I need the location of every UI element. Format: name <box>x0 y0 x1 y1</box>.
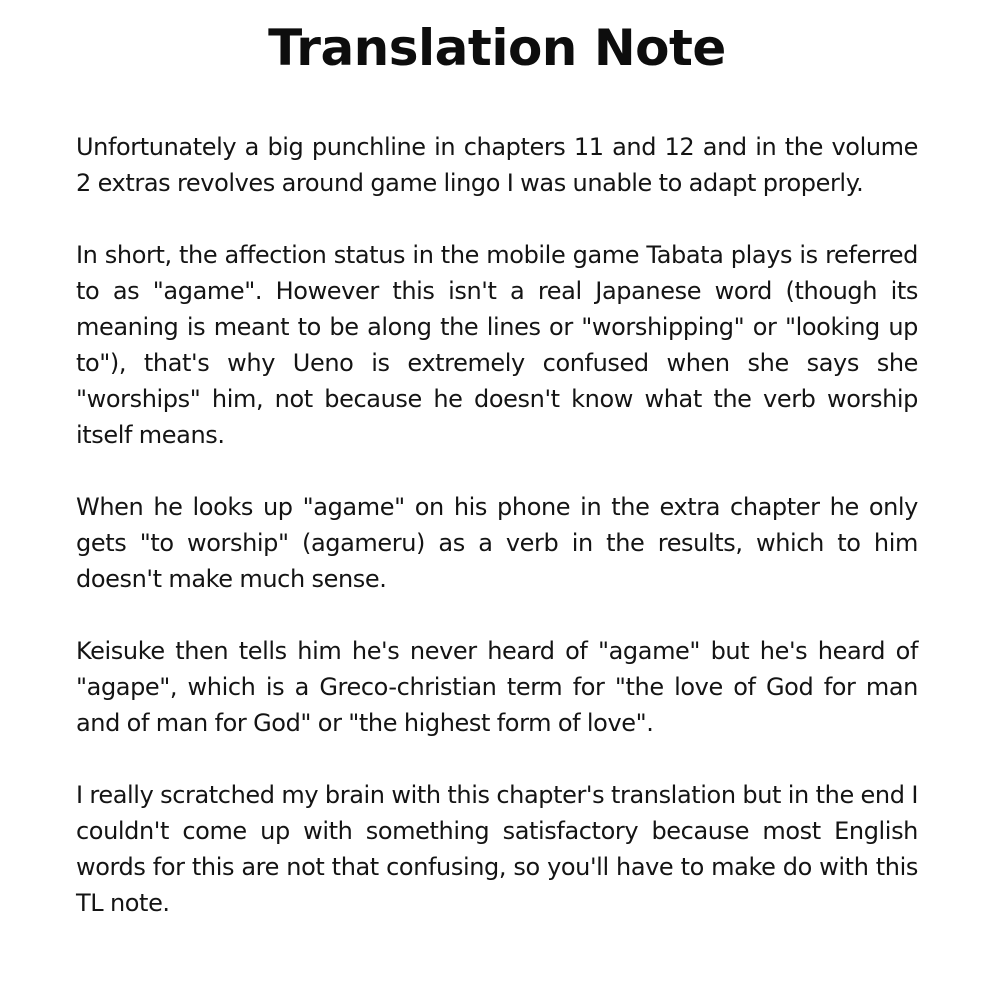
paragraph-punchline: Unfortunately a big punchline in chapters 11 and 12 and in the volume 2 extras revolves around game lingo I was unable to adapt properly. <box>76 133 918 197</box>
paragraph-phone-lookup: When he looks up "agame" on his phone in the extra chapter he only gets "to worship" (agameru) as a verb in the results, which to him doesn't make much sense. <box>76 493 918 593</box>
paragraph-conclusion: I really scratched my brain with this chapter's translation but in the end I couldn't come up with something satisfactory because most English words for this are not that confusing, so you'll have to make do with this TL note. <box>76 781 918 917</box>
note-body <box>76 129 918 921</box>
paragraph-agame-explanation: In short, the affection status in the mobile game Tabata plays is referred to as "agame". However this isn't a real Japanese word (though its meaning is meant to be along the lines or "worshipping" or "looking up to"), that's why Ueno is extremely confused when she says she "worships" him, not because he doesn't know what the verb worship itself means. <box>76 241 918 449</box>
paragraph-agape: Keisuke then tells him he's never heard of "agame" but he's heard of "agape", which is a Greco-christian term for "the love of God for man and of man for God" or "the highest form of love". <box>76 637 918 737</box>
translation-note-page <box>76 0 918 1000</box>
page-title: Translation Note <box>268 19 726 77</box>
